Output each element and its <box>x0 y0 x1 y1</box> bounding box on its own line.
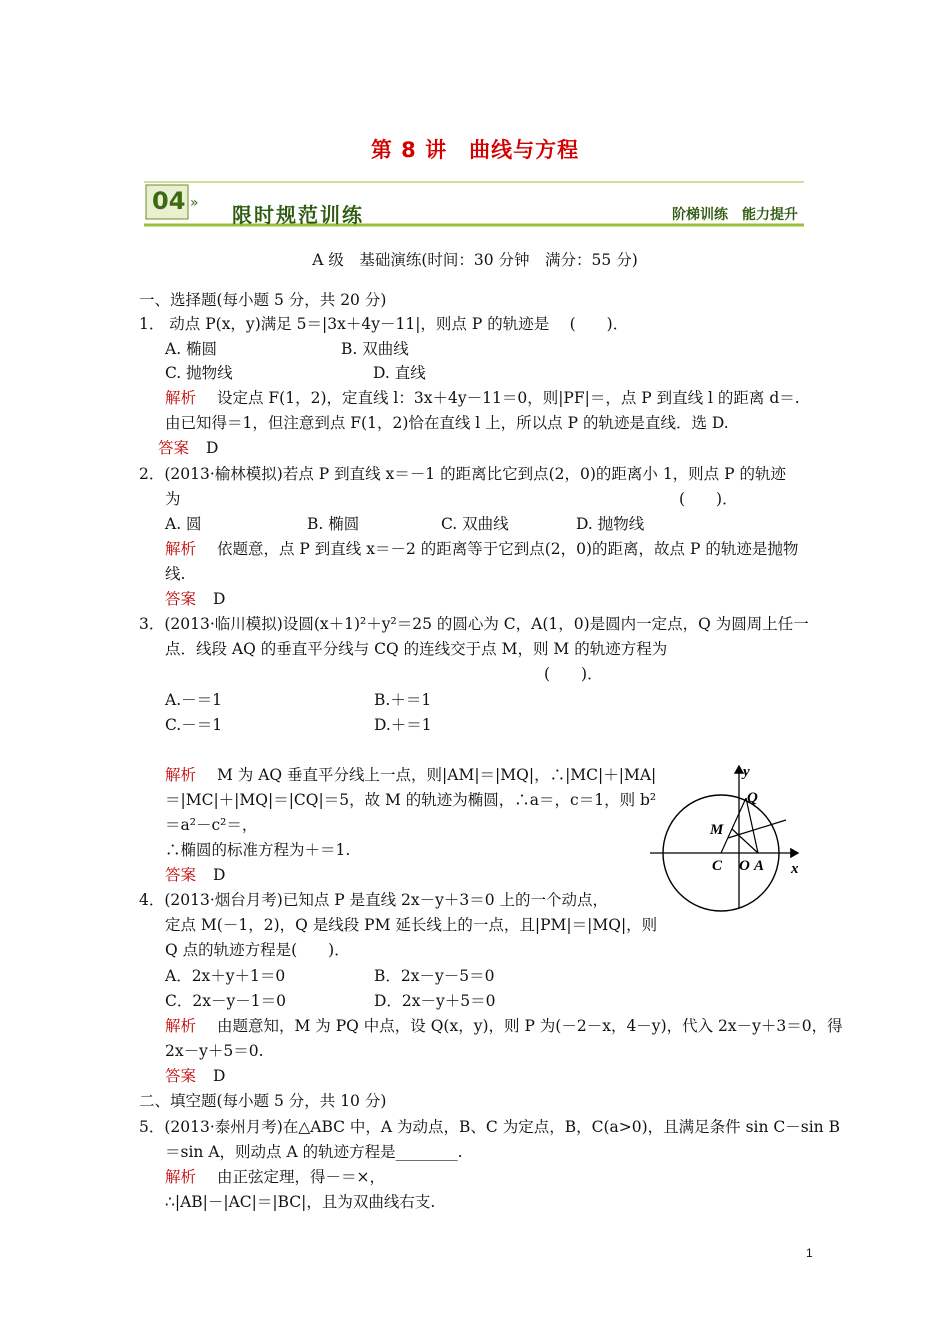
q2-bracket: ( )． <box>679 490 738 508</box>
q1-analysis-label: 解析 <box>165 389 197 407</box>
q3-analysis-label: 解析 <box>165 766 197 784</box>
label-y: y <box>743 764 750 780</box>
segment-cq <box>721 798 746 853</box>
q2-analysis-label: 解析 <box>165 540 197 558</box>
label-m: M <box>710 822 724 838</box>
q1-answer: D <box>206 439 219 457</box>
label-a: A <box>754 858 765 874</box>
section-1-heading: 一、选择题(每小题 5 分，共 20 分) <box>139 291 387 309</box>
q3-analysis-line1: M 为 AQ 垂直平分线上一点，则|AM|＝|MQ|，∴|MC|＋|MA| <box>217 766 657 784</box>
q1-option-d: D. 直线 <box>373 364 426 382</box>
q5-analysis-line1: 由正弦定理，得－＝×， <box>217 1168 385 1186</box>
q4-answer-label: 答案 <box>165 1067 197 1085</box>
q4-option-b: B．2x－y－5＝0 <box>374 967 495 985</box>
level-header: A 级 基础演练(时间：30 分钟 满分：55 分) <box>312 251 638 269</box>
q2-stem: 2．(2013·榆林模拟)若点 P 到直线 x＝－1 的距离比它到点(2，0)的距离小 1，则点 P 的轨迹 <box>139 465 786 483</box>
q2-option-c: C. 双曲线 <box>441 515 509 533</box>
section-2-heading: 二、填空题(每小题 5 分，共 10 分) <box>139 1092 387 1110</box>
q3-analysis-line4: ∴椭圆的标准方程为＋＝1. <box>165 841 351 859</box>
q5-stem-cont: ＝sin A，则动点 A 的轨迹方程是________. <box>165 1143 463 1161</box>
q4-stem-cont1: 定点 M(－1，2)，Q 是线段 PM 延长线上的一点，且|PM|＝|MQ|，则 <box>165 916 658 934</box>
q3-bracket: ( )． <box>544 665 603 683</box>
q3-stem-cont: 点．线段 AQ 的垂直平分线与 CQ 的连线交于点 M，则 M 的轨迹方程为 <box>165 640 668 658</box>
label-q: Q <box>747 790 758 806</box>
q4-stem-cont2: Q 点的轨迹方程是( )． <box>165 941 350 959</box>
q1-option-c: C. 抛物线 <box>165 364 233 382</box>
banner-label: 限时规范训练 <box>232 203 364 227</box>
q3-stem: 3．(2013·临川模拟)设圆(x＋1)²＋y²＝25 的圆心为 C，A(1，0)是圆内一定点，Q 为圆周上任一 <box>139 615 809 633</box>
q4-option-a: A．2x＋y＋1＝0 <box>165 967 286 985</box>
q5-stem: 5．(2013·泰州月考)在△ABC 中，A 为动点，B、C 为定点，B，C(a>0)，且满足条件 sin C－sin B <box>139 1118 840 1136</box>
q3-option-c: C.－＝1 <box>165 716 223 734</box>
q5-analysis-line2: ∴|AB|－|AC|＝|BC|，且为双曲线右支. <box>165 1193 436 1211</box>
q4-option-d: D．2x－y＋5＝0 <box>374 992 496 1010</box>
q3-analysis-line3: ＝a²－c²＝， <box>165 816 258 834</box>
q3-option-b: B.＋＝1 <box>374 691 432 709</box>
q3-option-a: A.－＝1 <box>165 691 222 709</box>
banner-number: 04 <box>152 187 186 215</box>
ellipse-figure <box>648 762 808 912</box>
q2-answer: D <box>213 590 226 608</box>
q1-stem: 1． 动点 P(x，y)满足 5＝|3x＋4y－11|，则点 P 的轨迹是 ( )． <box>139 315 629 333</box>
q2-analysis-line1: 依题意，点 P 到直线 x＝－2 的距离等于它到点(2，0)的距离，故点 P 的轨迹是抛物 <box>217 540 799 558</box>
label-o: O <box>739 858 750 874</box>
page-title: 第 8 讲 曲线与方程 <box>370 138 580 162</box>
q2-option-b: B. 椭圆 <box>307 515 360 533</box>
q4-analysis-label: 解析 <box>165 1017 197 1035</box>
q5-analysis-label: 解析 <box>165 1168 197 1186</box>
q4-analysis-line2: 2x－y＋5＝0. <box>165 1042 264 1060</box>
q4-analysis-line1: 由题意知，M 为 PQ 中点，设 Q(x，y)，则 P 为(－2－x，4－y)，代入 2x－y＋3＝0，得 <box>217 1017 843 1035</box>
q3-option-d: D.＋＝1 <box>374 716 432 734</box>
q2-option-a: A. 圆 <box>165 515 202 533</box>
label-x: x <box>791 861 799 877</box>
q2-answer-label: 答案 <box>165 590 197 608</box>
q1-answer-label: 答案 <box>158 439 190 457</box>
banner-right: 阶梯训练 能力提升 <box>672 207 798 223</box>
perpendicular-bisector <box>728 820 786 838</box>
page-number: 1 <box>806 1246 813 1260</box>
q2-option-d: D. 抛物线 <box>576 515 645 533</box>
q4-option-c: C．2x－y－1＝0 <box>165 992 286 1010</box>
q1-analysis-line2: 由已知得＝1，但注意到点 F(1，2)恰在直线 l 上，所以点 P 的轨迹是直线．选 D. <box>165 414 729 432</box>
q3-answer-label: 答案 <box>165 866 197 884</box>
q3-analysis-line2: ＝|MC|＋|MQ|＝|CQ|＝5，故 M 的轨迹为椭圆，∴a＝，c＝1，则 b² <box>165 791 657 809</box>
q1-analysis-line1: 设定点 F(1，2)，定直线 l：3x＋4y－11＝0，则|PF|＝，点 P 到直线 l 的距离 d＝. <box>217 389 800 407</box>
label-c: C <box>712 858 723 874</box>
q2-analysis-line2: 线. <box>165 565 186 583</box>
q2-stem-cont: 为 <box>165 490 181 508</box>
q4-answer: D <box>213 1067 226 1085</box>
q4-stem: 4．(2013·烟台月考)已知点 P 是直线 2x－y＋3＝0 上的一个动点， <box>139 891 609 909</box>
banner-chevron: » <box>190 195 199 211</box>
section-banner <box>144 181 804 227</box>
q1-option-a: A. 椭圆 <box>165 340 218 358</box>
q1-option-b: B. 双曲线 <box>341 340 409 358</box>
q3-answer: D <box>213 866 226 884</box>
